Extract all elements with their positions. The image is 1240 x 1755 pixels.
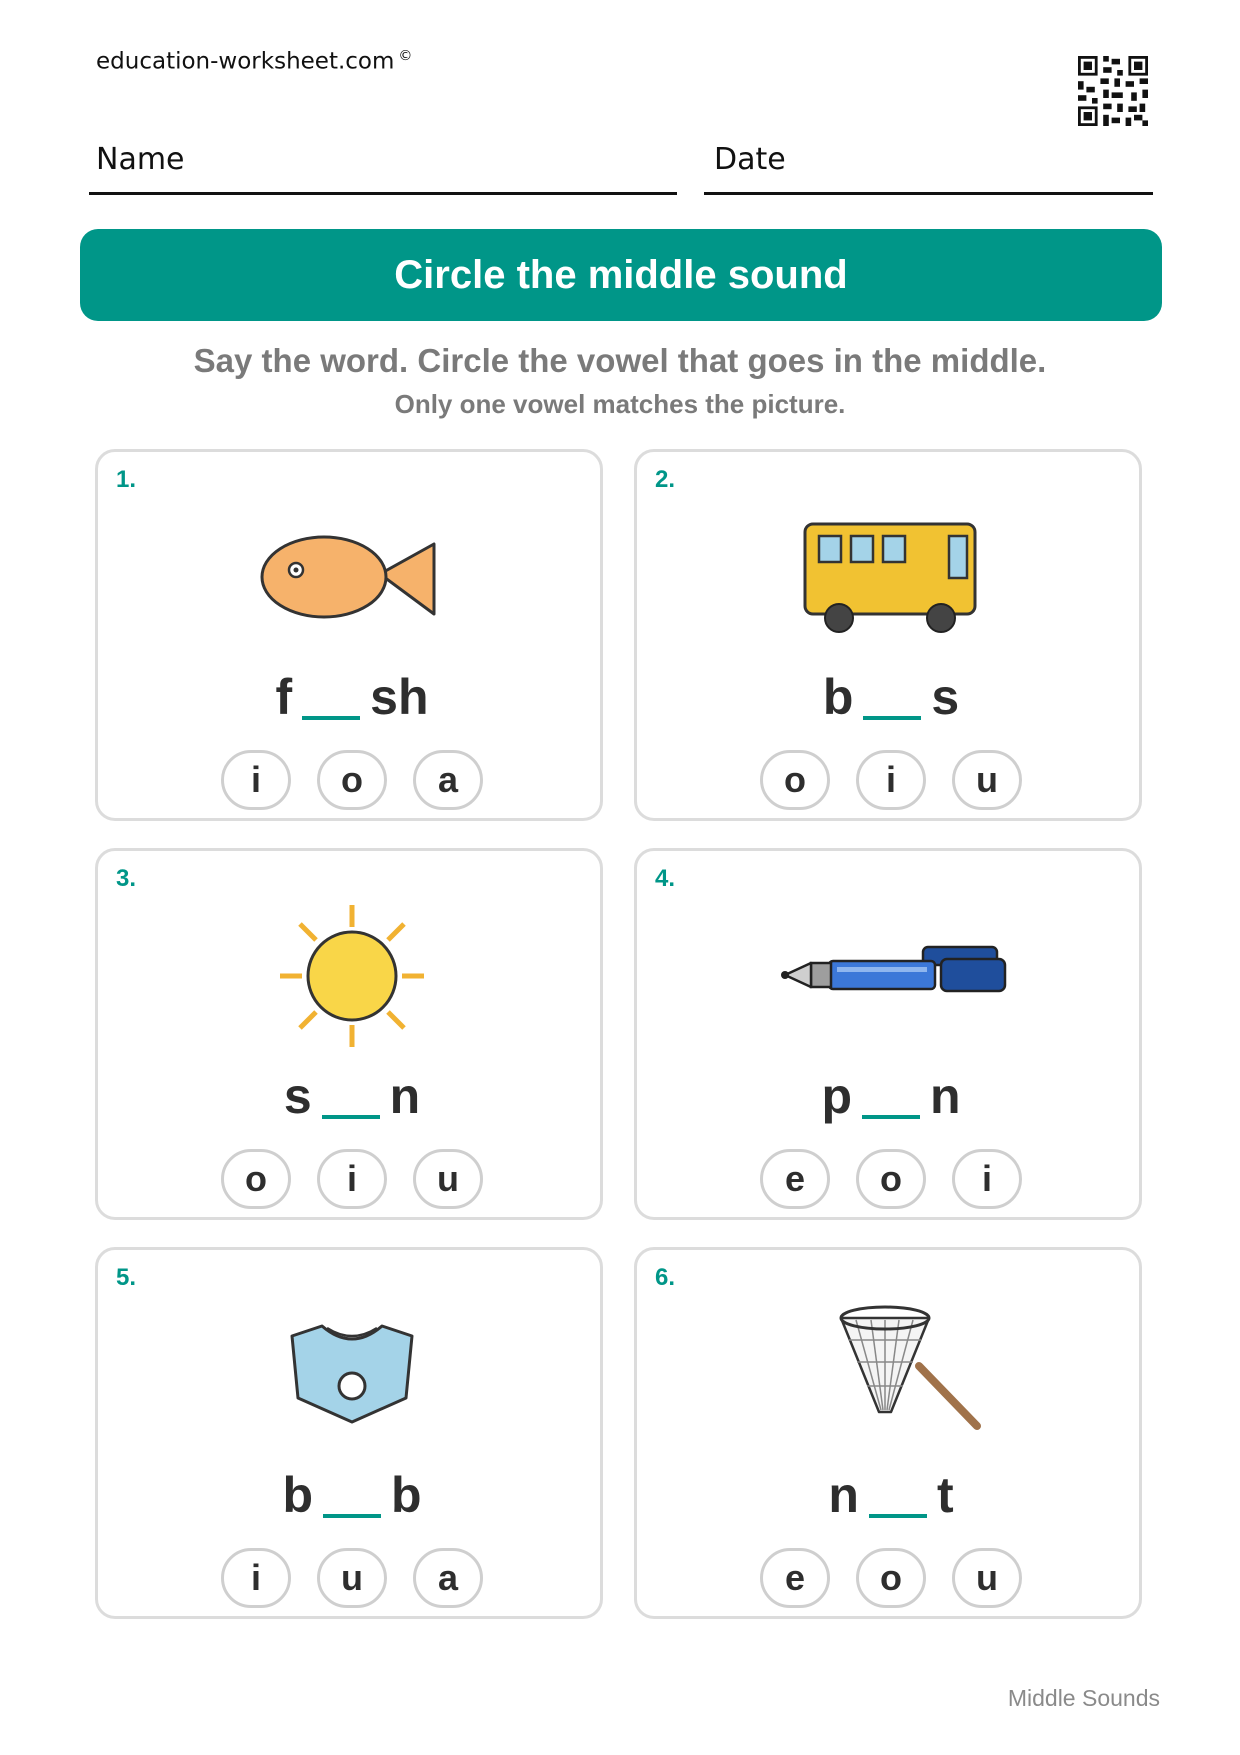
word-start: p — [821, 1068, 852, 1124]
vowel-choices — [637, 750, 1145, 810]
sun-icon — [202, 901, 502, 1061]
item-number: 5. — [116, 1264, 137, 1291]
choice-option[interactable]: a — [413, 1548, 483, 1608]
blank-line — [862, 1115, 920, 1119]
choice-option[interactable]: u — [952, 1548, 1022, 1608]
pen-icon — [741, 901, 1041, 1061]
bib-icon — [202, 1300, 502, 1460]
choice-option[interactable]: i — [221, 750, 291, 810]
site-name — [96, 48, 412, 75]
net-icon — [741, 1300, 1041, 1460]
choice-option[interactable]: u — [317, 1548, 387, 1608]
choice-option[interactable]: e — [760, 1548, 830, 1608]
footer-label: Middle Sounds — [1007, 1685, 1160, 1711]
banner-title: Circle the middle sound — [394, 252, 848, 297]
item-number: 2. — [655, 466, 676, 493]
exercise-card-3 — [95, 848, 603, 1220]
item-number: 4. — [655, 865, 676, 892]
blank-line — [323, 1514, 381, 1518]
item-number: 1. — [116, 466, 137, 493]
name-label: Name — [96, 142, 185, 177]
exercise-card-1 — [95, 449, 603, 821]
word-end: n — [389, 1068, 421, 1124]
word-end: sh — [370, 669, 429, 725]
word-start: b — [282, 1467, 313, 1523]
title-banner — [80, 229, 1162, 321]
choice-option[interactable]: o — [317, 750, 387, 810]
choice-option[interactable]: i — [221, 1548, 291, 1608]
instruction-main: Say the word. Circle the vowel that goes in the middle. — [193, 342, 1047, 379]
exercise-card-6 — [634, 1247, 1142, 1619]
word-end: s — [931, 669, 960, 725]
word-puzzle — [637, 656, 1145, 726]
blank-line — [302, 716, 360, 720]
exercise-card-5 — [95, 1247, 603, 1619]
word-start: b — [822, 669, 854, 725]
blank-line — [322, 1115, 380, 1119]
word-end: t — [936, 1467, 954, 1523]
date-line[interactable] — [704, 192, 1153, 195]
name-line[interactable] — [89, 192, 677, 195]
vowel-choices — [98, 750, 606, 810]
date-label: Date — [714, 142, 786, 177]
blank-line — [863, 716, 921, 720]
copyright-mark: © — [398, 48, 413, 64]
site-url: education-worksheet.com — [96, 48, 395, 75]
word-puzzle — [98, 1055, 606, 1125]
vowel-choices — [637, 1149, 1145, 1209]
exercise-card-2 — [634, 449, 1142, 821]
vowel-choices — [98, 1149, 606, 1209]
fish-icon — [202, 502, 502, 662]
item-number: 3. — [116, 865, 137, 892]
word-end: b — [391, 1467, 422, 1523]
word-end: n — [930, 1068, 961, 1124]
word-puzzle — [98, 1454, 606, 1524]
item-number: 6. — [655, 1264, 676, 1291]
choice-option[interactable]: u — [413, 1149, 483, 1209]
word-start: n — [828, 1467, 859, 1523]
choice-option[interactable]: u — [952, 750, 1022, 810]
blank-line — [869, 1514, 927, 1518]
choice-option[interactable]: i — [952, 1149, 1022, 1209]
choice-option[interactable]: o — [856, 1548, 926, 1608]
choice-option[interactable]: o — [856, 1149, 926, 1209]
choice-option[interactable]: e — [760, 1149, 830, 1209]
instruction-sub: Only one vowel matches the picture. — [394, 389, 846, 419]
choice-option[interactable]: o — [760, 750, 830, 810]
word-puzzle — [98, 656, 606, 726]
vowel-choices — [637, 1548, 1145, 1608]
exercise-card-4 — [634, 848, 1142, 1220]
choice-option[interactable]: o — [221, 1149, 291, 1209]
choice-option[interactable]: i — [317, 1149, 387, 1209]
bus-icon — [741, 502, 1041, 662]
choice-option[interactable]: i — [856, 750, 926, 810]
word-puzzle — [637, 1055, 1145, 1125]
choice-option[interactable]: a — [413, 750, 483, 810]
word-start: f — [275, 669, 293, 725]
word-start: s — [283, 1068, 312, 1124]
word-puzzle — [637, 1454, 1145, 1524]
qr-code-icon — [1078, 56, 1148, 126]
vowel-choices — [98, 1548, 606, 1608]
